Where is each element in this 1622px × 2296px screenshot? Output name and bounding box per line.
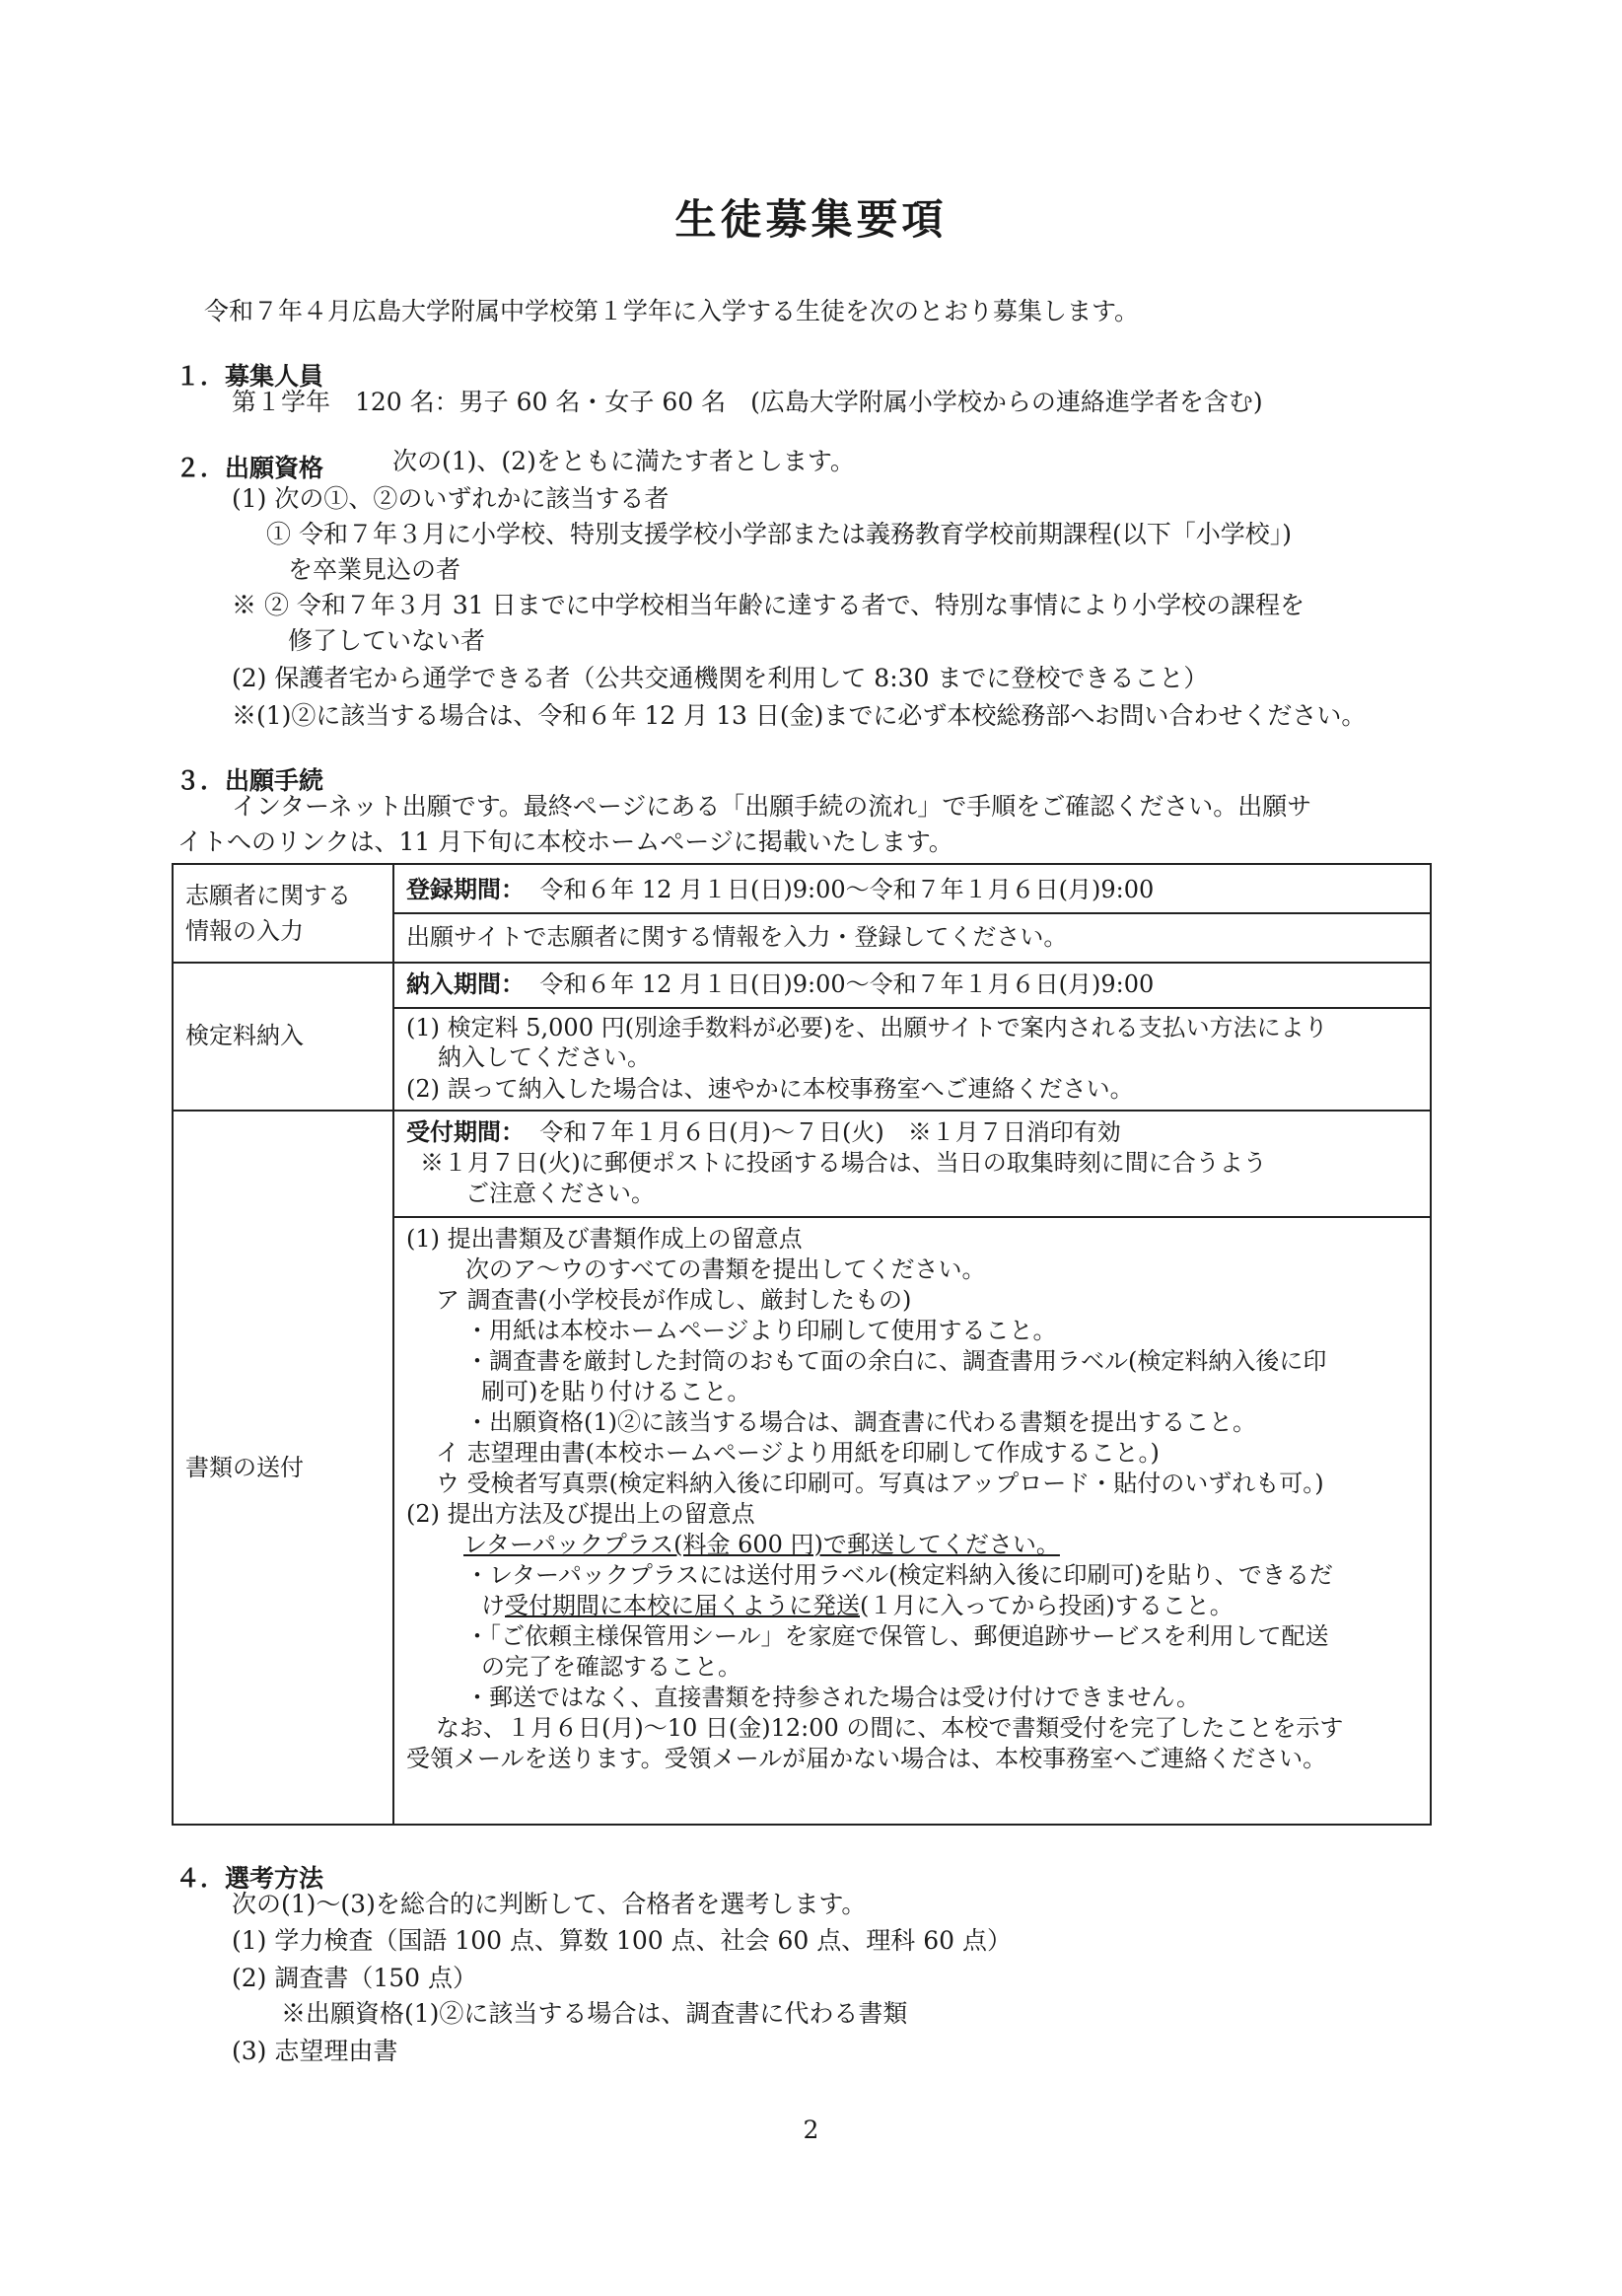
payment-period xyxy=(406,969,1154,1000)
divider xyxy=(394,1216,1432,1218)
section-2-note: 次の(1)、(2)をともに満たす者とします。 xyxy=(392,447,855,475)
doc-line: ア 調査書(小学校長が作成し、厳封したもの) xyxy=(436,1286,912,1314)
acceptance-note: ご注意ください。 xyxy=(465,1180,655,1207)
row-label-document-submission xyxy=(174,1110,394,1826)
registration-period xyxy=(406,875,1154,905)
doc-line xyxy=(481,1591,1234,1621)
acceptance-period xyxy=(406,1117,1121,1148)
section-3-heading: ３．出願手続 xyxy=(176,766,324,795)
doc-line: (1) 提出書類及び書類作成上の留意点 xyxy=(406,1225,803,1253)
application-procedure-table xyxy=(172,863,1432,1826)
section-4-line: (1) 学力検査（国語 100 点、算数 100 点、社会 60 点、理科 60 点） xyxy=(232,1926,1012,1955)
period-label: 登録期間： xyxy=(406,876,525,903)
doc-line: ・用紙は本校ホームページより印刷して使用すること。 xyxy=(465,1317,1057,1344)
period-label: 受付期間： xyxy=(406,1118,525,1146)
divider xyxy=(394,1007,1432,1009)
section-4-line: 次の(1)〜(3)を総合的に判断して、合格者を選考します。 xyxy=(232,1890,867,1918)
doc-line: なお、１月６日(月)〜10 日(金)12:00 の間に、本校で書類受付を完了したことを示す xyxy=(436,1714,1344,1742)
section-2-line: (1) 次の①、②のいずれかに該当する者 xyxy=(232,484,670,513)
row-label-text: 書類の送付 xyxy=(185,1454,304,1481)
section-4-heading: ４．選考方法 xyxy=(176,1864,324,1893)
doc-text: (１月に入ってから投函)すること。 xyxy=(860,1592,1234,1619)
divider xyxy=(394,912,1432,914)
doc-line: 次のア〜ウのすべての書類を提出してください。 xyxy=(465,1256,986,1283)
row-label-text: 情報の入力 xyxy=(185,917,304,945)
doc-line: ・郵送ではなく、直接書類を持参された場合は受け付けできません。 xyxy=(465,1684,1200,1711)
section-4-line: (3) 志望理由書 xyxy=(232,2037,398,2065)
section-1-text: 第１学年 120 名：男子 60 名・女子 60 名 (広島大学附属小学校からの連絡進学者を含む) xyxy=(232,388,1263,416)
section-2-line: を卒業見込の者 xyxy=(288,555,461,584)
doc-line: ・出願資格(1)②に該当する場合は、調査書に代わる書類を提出すること。 xyxy=(465,1408,1256,1436)
doc-line: 刷可)を貼り付けること。 xyxy=(481,1378,751,1405)
section-2-line: ① 令和７年３月に小学校、特別支援学校小学部または義務教育学校前期課程(以下「小学校」) xyxy=(266,520,1292,548)
section-2-line: 修了していない者 xyxy=(288,626,486,655)
row-label-fee-payment xyxy=(174,962,394,1110)
section-2-line: ※ ② 令和７年３月 31 日までに中学校相当年齢に達する者で、特別な事情により小学校の課程を xyxy=(232,591,1305,619)
row-label-text: 検定料納入 xyxy=(185,1022,304,1049)
doc-line: ・「ご依頼主様保管用シール」を家庭で保管し、郵便追跡サービスを利用して配送 xyxy=(465,1622,1329,1650)
page-title: 生徒募集要項 xyxy=(674,195,948,244)
doc-line: ウ 受検者写真票(検定料納入後に印刷可。写真はアップロード・貼付のいずれも可。) xyxy=(436,1470,1324,1497)
doc-text-underlined: 受付期間に本校に届くように発送 xyxy=(505,1592,860,1619)
period-value: 令和６年 12 月１日(日)9:00〜令和７年１月６日(月)9:00 xyxy=(539,970,1155,998)
doc-line: 受領メールを送ります。受領メールが届かない場合は、本校事務室へご連絡ください。 xyxy=(406,1745,1327,1772)
section-4-line: (2) 調査書（150 点） xyxy=(232,1964,478,1992)
doc-line: の完了を確認すること。 xyxy=(481,1653,741,1681)
section-2-line: ※(1)②に該当する場合は、令和６年 12 月 13 日(金)までに必ず本校総務部へお問い合わせください。 xyxy=(232,701,1367,730)
fee-line: (2) 誤って納入した場合は、速やかに本校事務室へご連絡ください。 xyxy=(406,1075,1134,1103)
fee-line: (1) 検定料 5,000 円(別途手数料が必要)を、出願サイトで案内される支払い方法により xyxy=(406,1014,1328,1041)
section-2-heading: ２．出願資格 xyxy=(176,454,324,482)
page-number: 2 xyxy=(803,2116,819,2144)
row-label-text: 志願者に関する xyxy=(185,882,351,909)
section-2-line: (2) 保護者宅から通学できる者（公共交通機関を利用して 8:30 までに登校できること） xyxy=(232,664,1209,692)
section-4-line: ※出願資格(1)②に該当する場合は、調査書に代わる書類 xyxy=(281,1999,908,2028)
intro-text: 令和７年４月広島大学附属中学校第１学年に入学する生徒を次のとおり募集します。 xyxy=(204,297,1140,325)
doc-line: ・レターパックプラスには送付用ラベル(検定料納入後に印刷可)を貼り、できるだ xyxy=(465,1561,1333,1589)
doc-text: け xyxy=(481,1592,505,1619)
row-label-applicant-info xyxy=(174,865,394,962)
doc-line-underlined: レターパックプラス(料金 600 円)で郵送してください。 xyxy=(463,1531,1060,1558)
section-1-heading: １．募集人員 xyxy=(176,362,324,391)
doc-line: イ 志望理由書(本校ホームページより用紙を印刷して作成すること。) xyxy=(436,1439,1160,1467)
registration-instruction: 出願サイトで志願者に関する情報を入力・登録してください。 xyxy=(406,923,1068,951)
fee-line: 納入してください。 xyxy=(438,1043,651,1071)
period-value: 令和６年 12 月１日(日)9:00〜令和７年１月６日(月)9:00 xyxy=(539,876,1155,903)
section-3-line: イトへのリンクは、11 月下旬に本校ホームページに掲載いたします。 xyxy=(177,827,953,856)
doc-line: (2) 提出方法及び提出上の留意点 xyxy=(406,1500,755,1528)
period-label: 納入期間： xyxy=(406,970,525,998)
section-3-line: インターネット出願です。最終ページにある「出願手続の流れ」で手順をご確認ください。出願サ xyxy=(232,792,1312,821)
doc-line: ・調査書を厳封した封筒のおもて面の余白に、調査書用ラベル(検定料納入後に印 xyxy=(465,1347,1327,1375)
acceptance-note: ※１月７日(火)に郵便ポストに投函する場合は、当日の取集時刻に間に合うよう xyxy=(420,1149,1267,1177)
period-value: 令和７年１月６日(月)〜７日(火) ※１月７日消印有効 xyxy=(539,1118,1121,1146)
